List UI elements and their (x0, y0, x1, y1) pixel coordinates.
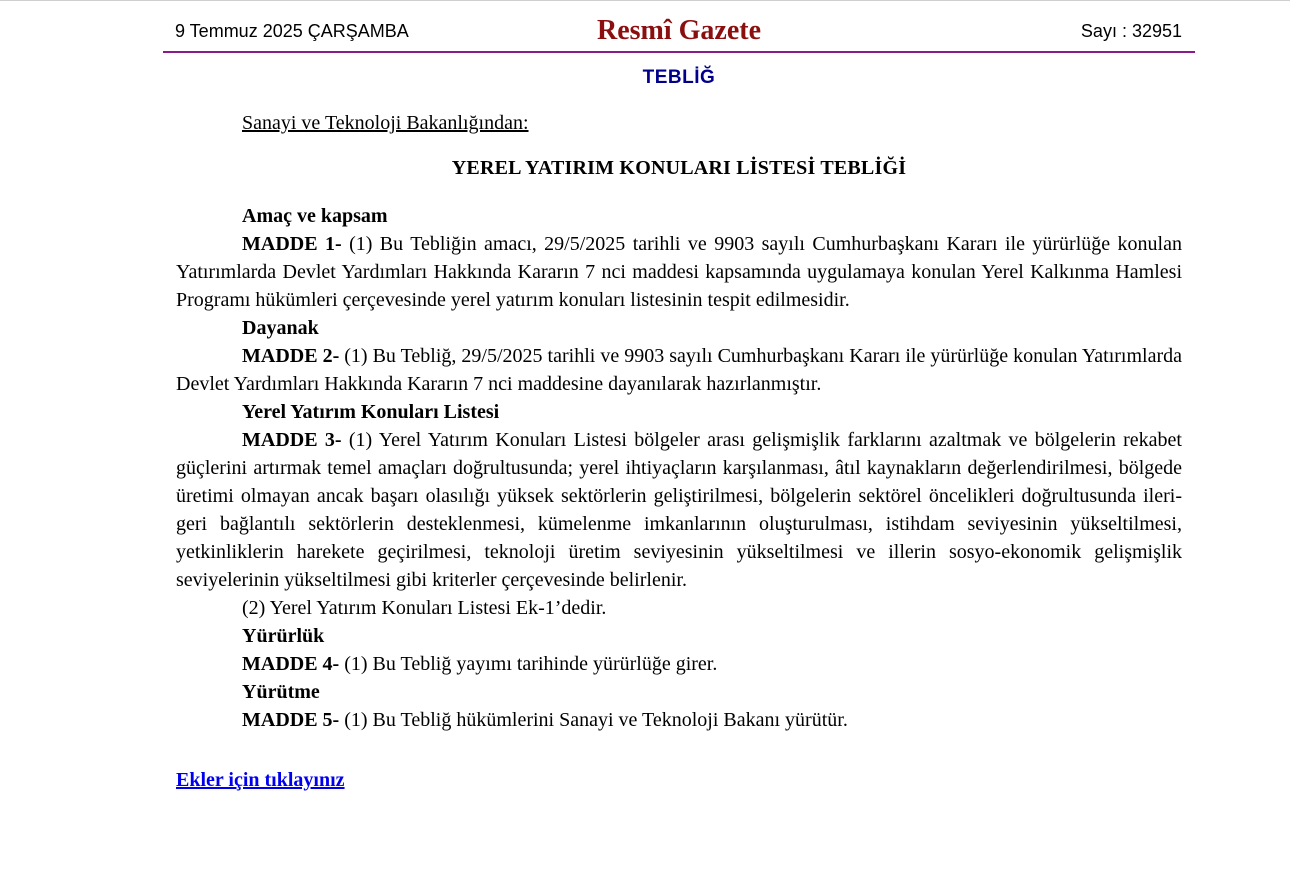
article-heading: Yürütme (242, 681, 320, 703)
article-label: MADDE 2- (242, 345, 340, 367)
article-text: (1) Bu Tebliğ, 29/5/2025 tarihli ve 9903 sayılı Cumhurbaşkanı Kararı ile yürürlüğe konulan Yatırımlarda Devlet Yardımları Hakkında Kararın 7 nci maddesine dayanılarak hazırlanmıştır. (176, 345, 1182, 395)
article-label: MADDE 5- (242, 709, 340, 731)
article-text: (1) Bu Tebliğ hükümlerini Sanayi ve Teknoloji Bakanı yürütür. (339, 709, 848, 731)
article-paragraph (176, 230, 1182, 314)
issuing-authority: Sanayi ve Teknoloji Bakanlığından: (242, 112, 529, 134)
section-type-heading: TEBLİĞ (642, 67, 716, 88)
article-paragraph (176, 342, 1182, 398)
article-paragraph (176, 650, 1182, 678)
publication-date: 9 Temmuz 2025 ÇARŞAMBA (175, 21, 409, 41)
article-subparagraph: (2) Yerel Yatırım Konuları Listesi Ek-1’dedir. (242, 597, 607, 619)
article-label: MADDE 1- (242, 233, 342, 255)
document-title: YEREL YATIRIM KONULARI LİSTESİ TEBLİĞİ (451, 157, 907, 179)
article-label: MADDE 3- (242, 429, 342, 451)
article-text: (1) Yerel Yatırım Konuları Listesi bölgeler arası gelişmişlik farklarını azaltmak ve bölgelerin rekabet güçlerini artırmak temel amaçları doğrultusunda; yerel ihtiyaçların karşılanması, âtıl kaynakların değerlendirilmesi, bölgede üretimi olmayan ancak başarı olasılığı yüksek sektörlerin geliştirilmesi, bölgelerin sektörel öncelikleri doğrultusunda ileri-geri bağlantılı sektörlerin desteklenmesi, kümelenme imkanlarının oluşturulması, istihdam seviyesinin yükseltilmesi, yetkinliklerin harekete geçirilmesi, teknoloji üretim seviyesinin yükseltilmesi ve illerin sosyo-ekonomik gelişmişlik seviyelerinin yükseltilmesi gibi kriterler çerçevesinde belirlenir. (176, 429, 1182, 591)
document-body (176, 202, 1182, 734)
article-paragraph (176, 706, 1182, 734)
annex-link[interactable]: Ekler için tıklayınız (176, 769, 345, 791)
gazette-title: Resmî Gazete (596, 15, 762, 46)
article-paragraph (176, 426, 1182, 594)
article-heading: Yürürlük (242, 625, 325, 647)
article-label: MADDE 4- (242, 653, 340, 675)
article-text: (1) Bu Tebliğin amacı, 29/5/2025 tarihli ve 9903 sayılı Cumhurbaşkanı Kararı ile yürürlüğe konulan Yatırımlarda Devlet Yardımları Hakkında Kararın 7 nci maddesi kapsamında uygulamaya konulan Yerel Kalkınma Hamlesi Programı hükümleri çerçevesinde yerel yatırım konuları listesinin tespit edilmesidir. (176, 233, 1182, 311)
article-heading: Amaç ve kapsam (242, 205, 388, 227)
issue-number: Sayı : 32951 (1080, 21, 1182, 41)
article-heading: Yerel Yatırım Konuları Listesi (242, 401, 500, 423)
gazette-header (163, 15, 1195, 53)
article-text: (1) Bu Tebliğ yayımı tarihinde yürürlüğe girer. (339, 653, 718, 675)
document-content (176, 109, 1182, 734)
article-heading: Dayanak (242, 317, 319, 339)
